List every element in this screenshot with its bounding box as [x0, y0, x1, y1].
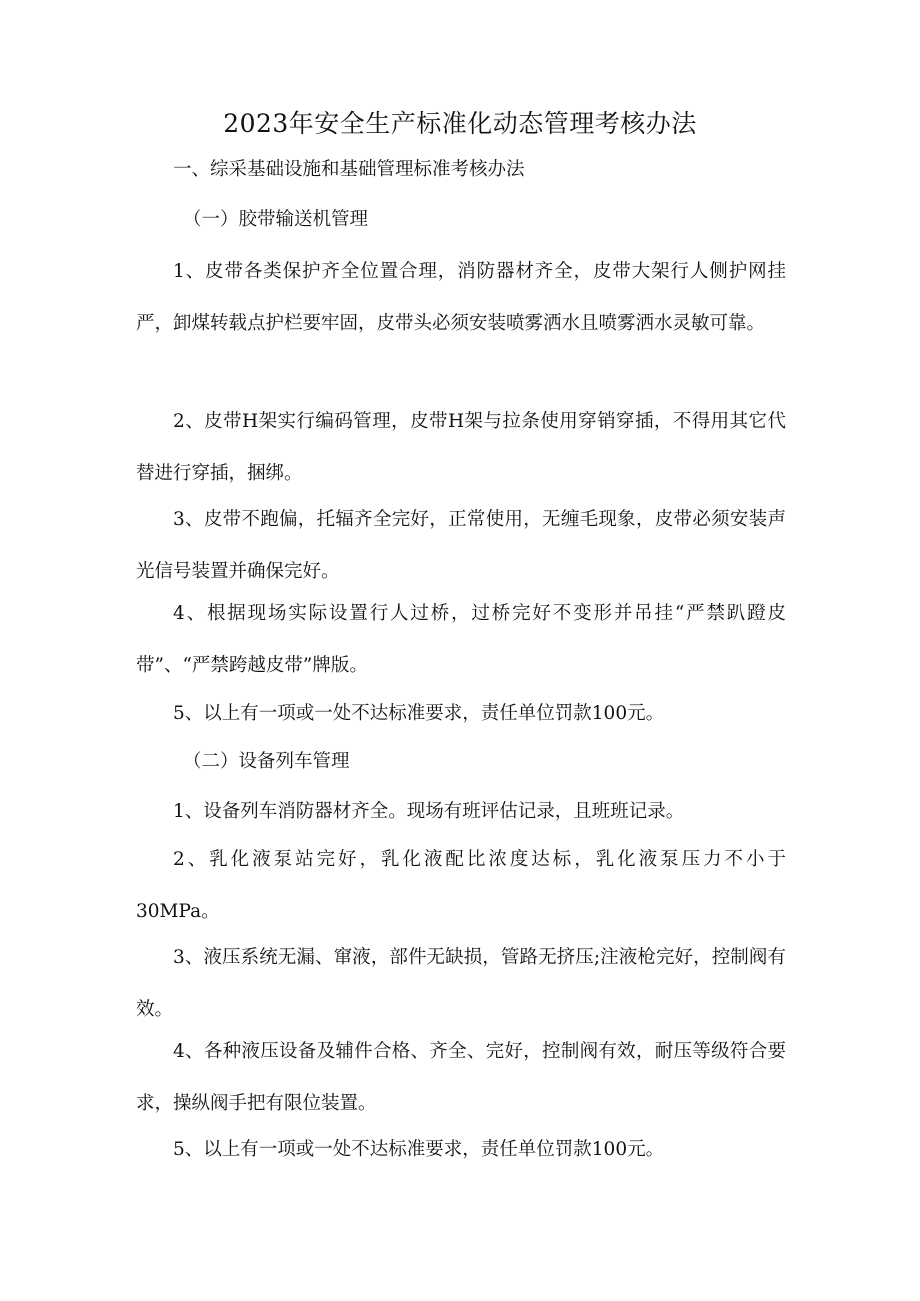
subsection-heading-belt-conveyor: （一）胶带输送机管理 [183, 209, 369, 230]
paragraph-belt-item-1: 1、皮带各类保护齐全位置合理，消防器材齐全，皮带大架行人侧护网挂严，卸煤转载点护栏要牢固，皮带头必须安装喷雾洒水且喷雾洒水灵敏可靠。 [136, 261, 786, 334]
paragraph-train-item-5: 5、以上有一项或一处不达标准要求，责任单位罚款100元。 [173, 1139, 665, 1160]
paragraph-belt-item-4: 4、根据现场实际设置行人过桥，过桥完好不变形并吊挂“严禁趴蹬皮带”、“严禁跨越皮带”牌版。 [136, 603, 786, 676]
paragraph-belt-item-3: 3、皮带不跑偏，托辐齐全完好，正常使用，无缠毛现象，皮带必须安装声光信号装置并确保完好。 [136, 509, 786, 582]
section-heading-1: 一、综采基础设施和基础管理标准考核办法 [173, 159, 525, 180]
paragraph-train-item-2: 2、乳化液泵站完好，乳化液配比浓度达标，乳化液泵压力不小于30MPa。 [136, 849, 786, 922]
paragraph-train-item-4: 4、各种液压设备及辅件合格、齐全、完好，控制阀有效，耐压等级符合要求，操纵阀手把有限位装置。 [136, 1041, 786, 1114]
paragraph-belt-item-5: 5、以上有一项或一处不达标准要求，责任单位罚款100元。 [173, 703, 665, 724]
paragraph-train-item-1: 1、设备列车消防器材齐全。现场有班评估记录，且班班记录。 [173, 801, 685, 822]
document-title: 2023年安全生产标准化动态管理考核办法 [223, 109, 697, 138]
subsection-heading-equipment-train: （二）设备列车管理 [183, 751, 350, 772]
paragraph-train-item-3: 3、液压系统无漏、窜液，部件无缺损，管路无挤压;注液枪完好，控制阀有效。 [136, 947, 786, 1020]
paragraph-belt-item-2: 2、皮带H架实行编码管理，皮带H架与拉条使用穿销穿插，不得用其它代替进行穿插，捆绑。 [136, 411, 786, 484]
